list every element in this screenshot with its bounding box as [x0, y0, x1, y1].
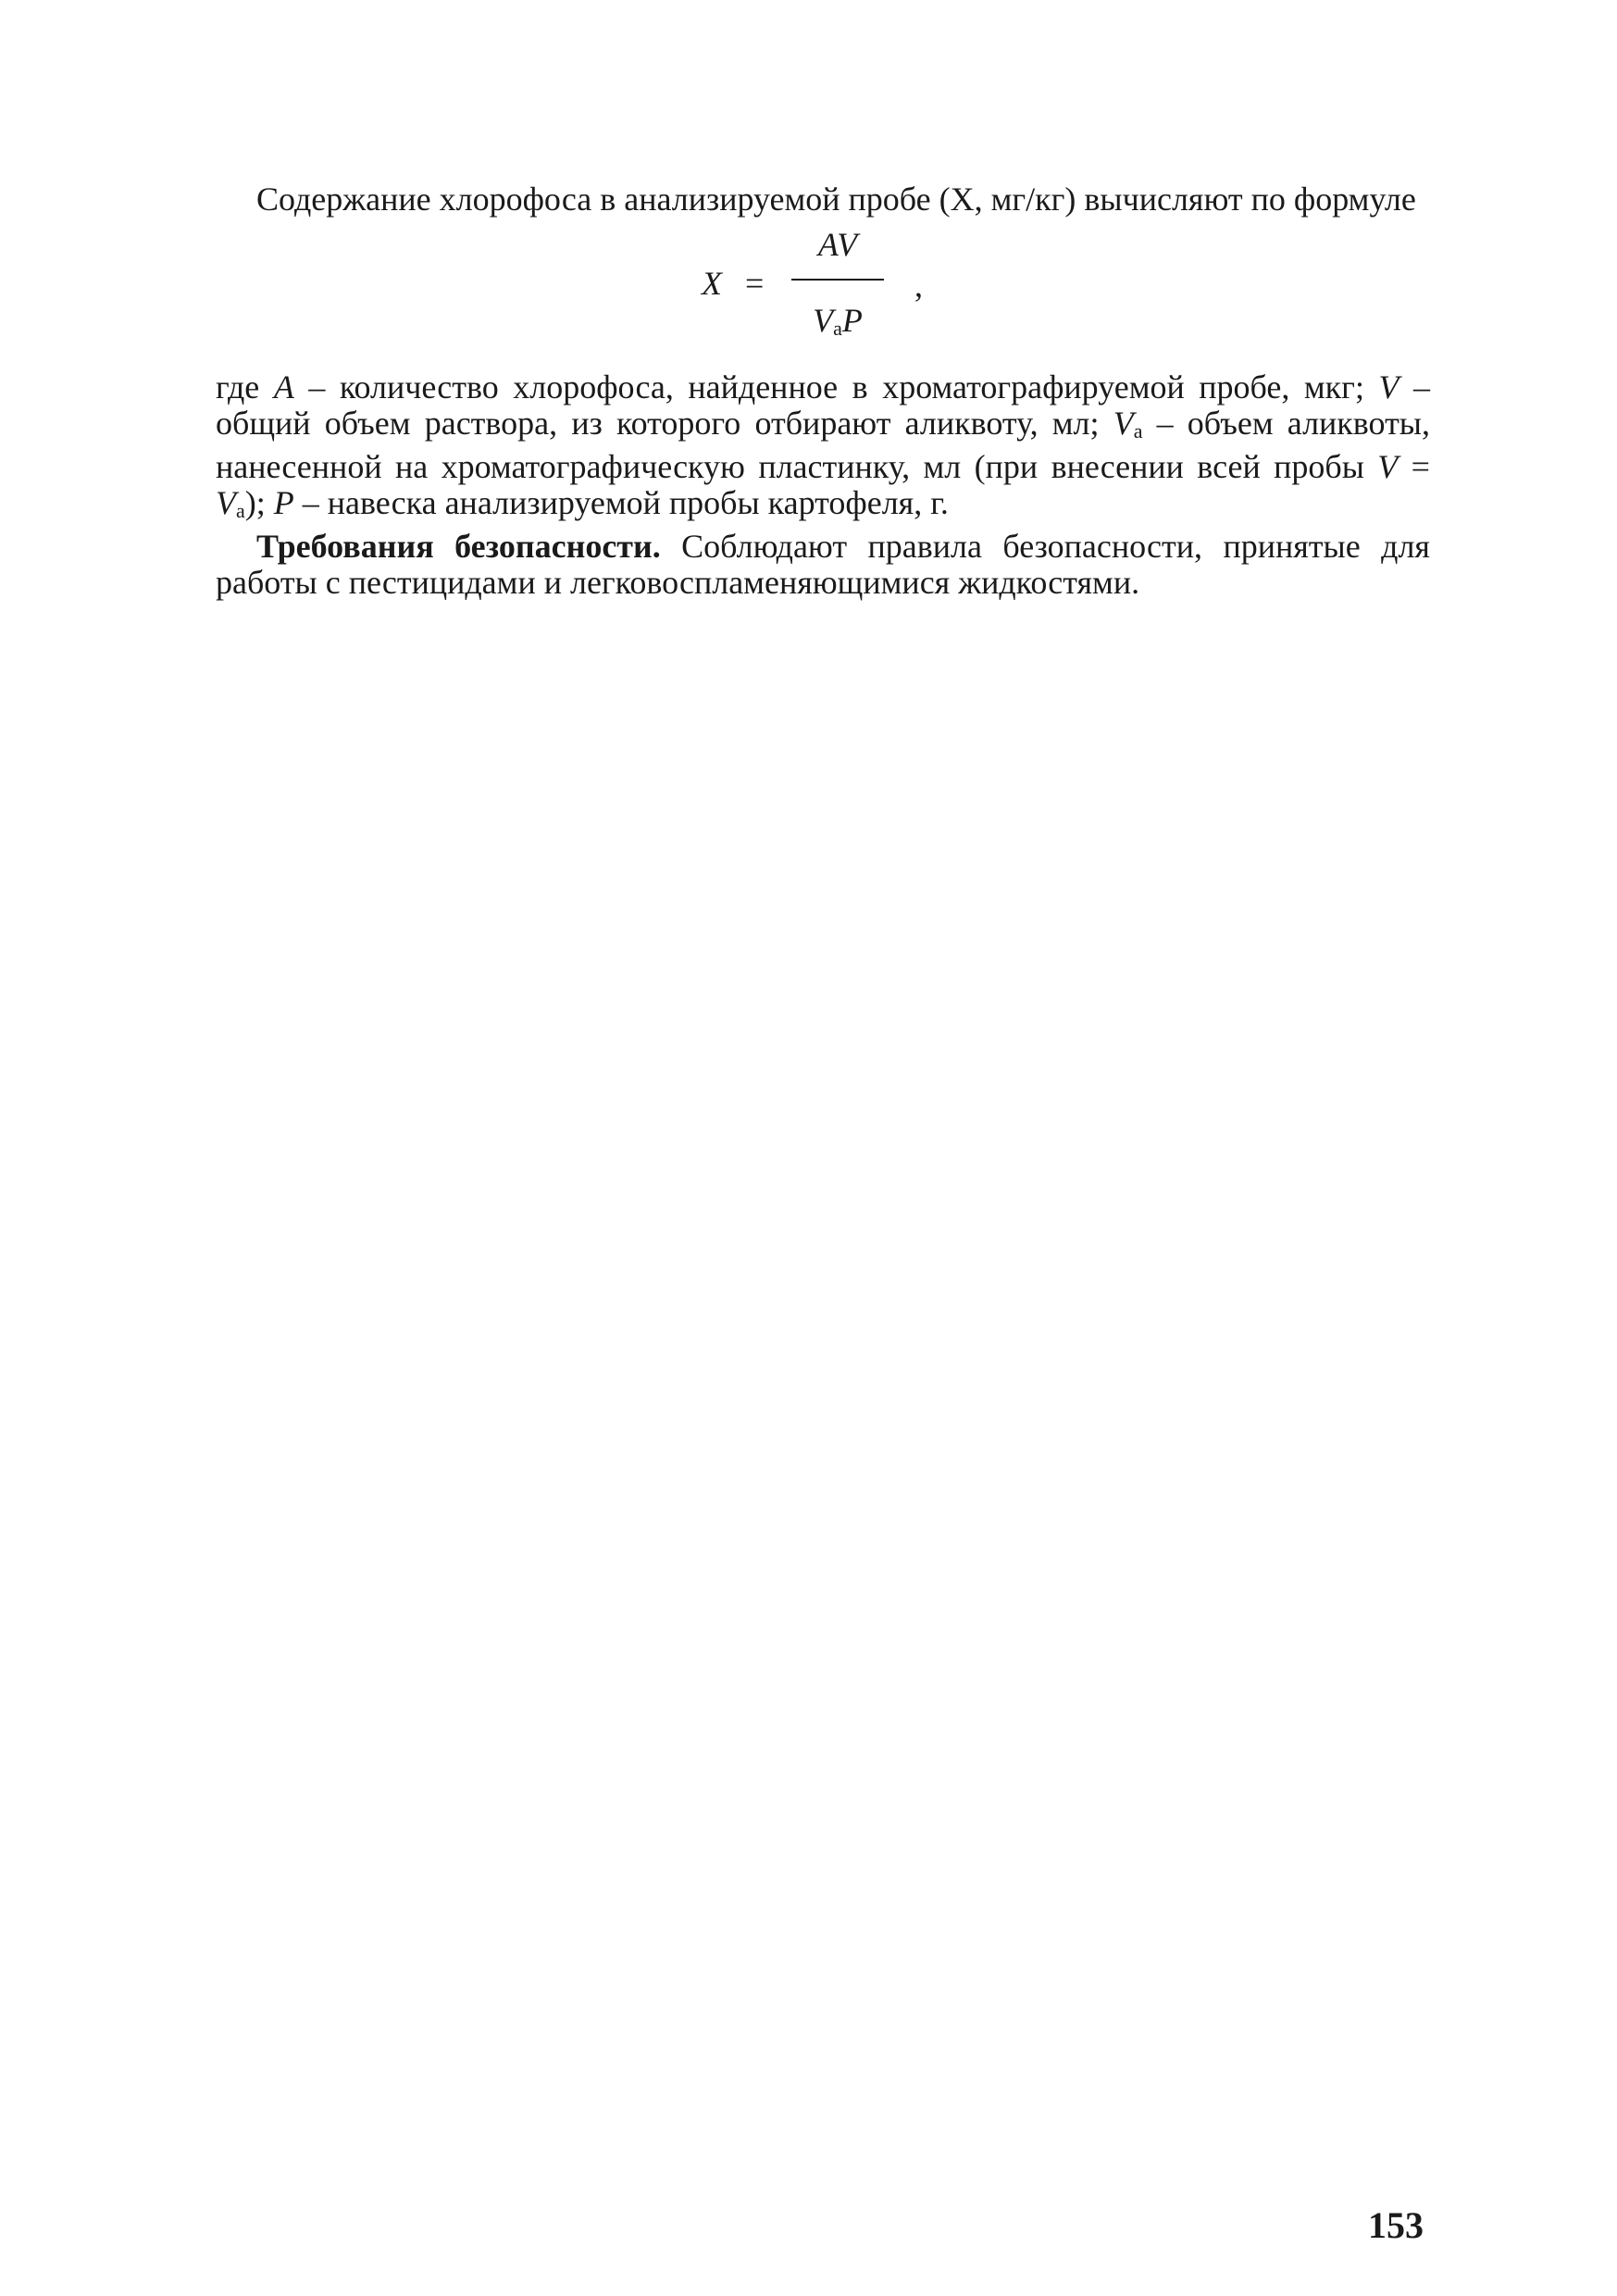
- page-number: 153: [1368, 2204, 1424, 2246]
- symbol-v: V: [1378, 368, 1399, 406]
- definition-p: – навеска анализируемой пробы картофеля, г.: [293, 484, 949, 521]
- formula-lhs: X: [702, 265, 722, 302]
- symbol-va: V: [1113, 405, 1134, 442]
- fraction-bar: [791, 279, 884, 281]
- intro-paragraph: [216, 181, 1430, 218]
- denominator-main: V: [813, 302, 834, 339]
- definitions-lead: где: [216, 368, 274, 406]
- definition-va: – объем аликвоты, нанесенной на хроматографическую пластинку, мл (при внесении всей пробы: [216, 405, 1430, 485]
- formula-numerator: AV: [817, 226, 858, 263]
- equality-left: V: [1377, 448, 1399, 485]
- denominator-tail: P: [841, 302, 863, 339]
- symbol-a: A: [273, 368, 294, 406]
- symbol-p: P: [273, 484, 294, 521]
- intro-text: Содержание хлорофоса в анализируемой пробе (X, мг/кг) вычисляют по формуле: [256, 181, 1416, 218]
- equality-sign: =: [1398, 448, 1430, 485]
- definition-v: – общий объем раствора, из которого отбирают аликвоту, мл;: [216, 368, 1431, 442]
- equality-right: V: [216, 484, 236, 521]
- main-text: [216, 181, 1430, 601]
- formula-denominator: [791, 303, 884, 346]
- formula-equals: =: [745, 265, 765, 302]
- equality-close: );: [244, 484, 274, 521]
- safety-paragraph: [216, 529, 1430, 601]
- equality-right-subscript: a: [236, 499, 245, 522]
- definitions-paragraph: [216, 369, 1430, 529]
- formula: [216, 221, 1430, 360]
- safety-text: Соблюдают правила безопасности, принятые для работы с пестицидами и легковоспламеняющимися жидкостями.: [216, 528, 1430, 601]
- definition-a: – количество хлорофоса, найденное в хроматографируемой пробе, мкг;: [293, 368, 1379, 406]
- symbol-va-subscript: a: [1133, 419, 1143, 443]
- safety-heading: Требования безопасности.: [256, 528, 661, 565]
- denominator-subscript: a: [833, 317, 842, 340]
- formula-comma: ,: [914, 267, 923, 304]
